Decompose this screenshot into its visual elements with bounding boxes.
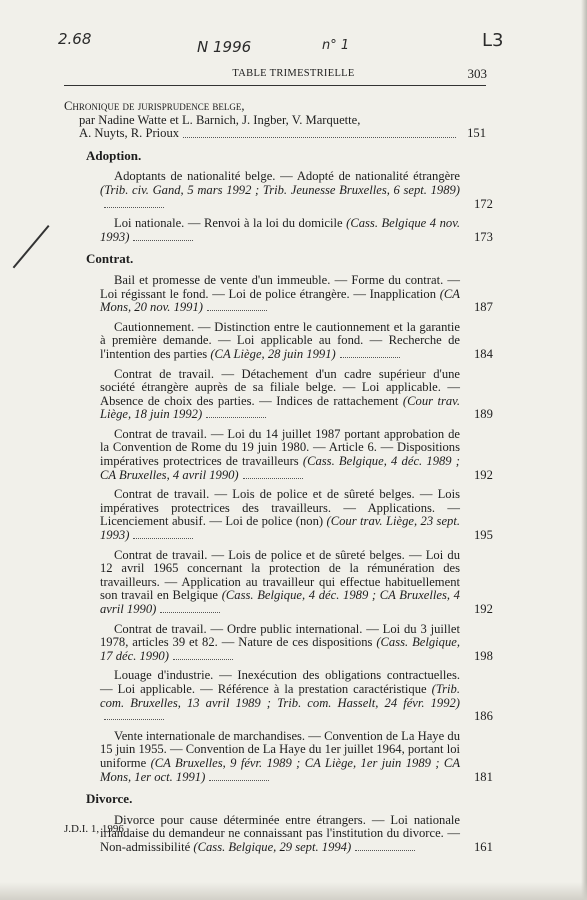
entry-text: Loi nationale. — Renvoi à la loi du domicile <box>114 216 347 231</box>
chronique-authors-line3: A. Nuyts, R. Prioux <box>79 126 180 141</box>
entry-text: Contrat de travail. — Ordre public international. — Loi du 3 juillet 1978, articles 39 et 82. — Nature de ces dispositions <box>100 621 460 650</box>
page-edge-shadow <box>581 0 587 900</box>
entry-text-wrap <box>100 217 460 244</box>
handwritten-note: L3 <box>482 30 504 51</box>
handwritten-note: N 1996 <box>197 38 252 56</box>
page-ref: 186 <box>474 709 493 724</box>
entry-text: Contrat de travail. — Lois de police et de sûreté belges. — Lois impératives protectrices des travailleurs. — Applications. — Licenciement abusif. — Loi de police (non) <box>100 487 460 529</box>
entry-text: Adoptants de nationalité belge. — Adopté de nationalité étrangère <box>114 169 460 184</box>
entry-body <box>100 728 493 784</box>
page-ref: 195 <box>474 528 493 543</box>
header-rule <box>64 85 486 86</box>
entry-text-wrap <box>100 669 460 723</box>
entry-citation: (Cass. Belgique, 29 sept. 1994) <box>193 839 352 854</box>
entry-body <box>100 621 493 664</box>
index-entry <box>100 319 493 362</box>
entry-body <box>100 487 493 543</box>
leader-dots <box>173 659 233 660</box>
entry-text-wrap <box>100 488 460 542</box>
entry-text: Bail et promesse de vente d'un immeuble. — Forme du contrat. — Loi régissant le fond. — Loi de police étrangère. — Inapplication <box>100 272 460 301</box>
index-entry <box>100 426 493 482</box>
leader-dots <box>243 478 303 479</box>
page-ref: 198 <box>474 648 493 663</box>
entry-text: Contrat de travail. — Détachement d'un cadre supérieur d'une société étrangère auprès de sa filiale belge. — Loi applicable. — Absence de choix des parties. — Indices de rattachement <box>100 366 460 408</box>
entry-body <box>100 169 493 211</box>
entry-text: Contrat de travail. — Lois de police et de sûreté belges. — Loi du 12 avril 1965 concernant la protection de la rémunération des travailleurs. — Application au travailleur qui effectue habituellement son travail en Belgique <box>100 547 460 603</box>
section-title: Divorce. <box>86 791 133 807</box>
entry-body <box>100 547 493 617</box>
chronique-entry <box>64 100 486 141</box>
leader-dots <box>207 310 267 311</box>
entry-text-wrap <box>100 730 460 784</box>
footer: J.D.I. 1, 1996 <box>64 823 124 835</box>
entry-body <box>100 668 493 724</box>
chronique-title: Chronique de jurisprudence belge, <box>64 99 245 113</box>
chronique-authors: par Nadine Watte et L. Barnich, J. Ingber, V. Marquette, <box>79 112 361 127</box>
entry-text: Contrat de travail. — Loi du 14 juillet 1987 portant approbation de la Convention de Rome du 19 juin 1980. — Article 6. — Dispositions impératives protectrices de travailleurs <box>100 426 460 469</box>
index-entry <box>100 169 493 211</box>
sections <box>64 147 493 855</box>
index-entry <box>100 272 493 315</box>
entry-body <box>100 812 493 855</box>
page-ref: 189 <box>474 407 493 422</box>
leader-dots <box>160 612 220 613</box>
index-entry <box>100 812 493 855</box>
entry-citation: (Cass. Belgique, 4 déc. 1989 ; CA Bruxelles, 4 avril 1990) <box>100 454 460 482</box>
entry-text-wrap <box>100 623 460 664</box>
index-entry <box>100 728 493 784</box>
page-number: 303 <box>467 66 487 81</box>
leader-dots <box>104 207 164 208</box>
entry-body <box>100 319 493 362</box>
page-ref: 173 <box>474 229 493 244</box>
entry-citation: (Cass. Belgique 4 nov. 1993) <box>100 216 460 244</box>
entry-body <box>100 216 493 244</box>
index-entry <box>100 366 493 422</box>
table-of-contents <box>64 99 493 861</box>
index-entry <box>100 216 493 244</box>
entry-citation: (CA Liège, 28 juin 1991) <box>210 346 336 361</box>
entry-citation: (Cour trav. Liège, 18 juin 1992) <box>100 393 460 422</box>
entry-citation: (CA Mons, 20 nov. 1991) <box>100 286 460 315</box>
entry-body <box>100 366 493 422</box>
entry-text-wrap <box>100 428 460 482</box>
handwritten-note: n° 1 <box>322 38 350 53</box>
entry-citation: (Trib. civ. Gand, 5 mars 1992 ; Trib. Jeunesse Bruxelles, 6 sept. 1989) <box>100 182 460 197</box>
pen-mark <box>13 225 50 268</box>
section-title: Adoption. <box>86 147 142 163</box>
entry-citation: (Trib. com. Bruxelles, 13 avril 1989 ; Trib. com. Hasselt, 24 févr. 1992) <box>100 681 460 710</box>
leader-dots <box>104 719 164 720</box>
page-bottom-shadow <box>0 882 587 900</box>
leader-dots <box>133 538 193 539</box>
page-ref: 161 <box>474 839 493 854</box>
index-entry <box>100 621 493 664</box>
leader-dots <box>209 780 269 781</box>
running-head: TABLE TRIMESTRIELLE <box>232 68 355 79</box>
entry-citation: (Cass. Belgique, 17 déc. 1990) <box>100 635 460 663</box>
page-ref: 184 <box>474 346 493 361</box>
entry-text: Cautionnement. — Distinction entre le cautionnement et la garantie à première demande. — Loi applicable au fond. — Recherche de l'intention des parties <box>100 319 460 361</box>
section-title: Contrat. <box>86 251 134 267</box>
entry-text-wrap <box>100 170 460 211</box>
entry-text: Vente internationale de marchandises. — Convention de La Haye du 15 juin 1955. — Convention de La Haye du 1er juillet 1964, portant loi uniforme <box>100 728 460 770</box>
leader-dots <box>340 357 400 358</box>
entry-citation: (CA Bruxelles, 9 févr. 1989 ; CA Liège, 1er juin 1989 ; CA Mons, 1er oct. 1991) <box>100 755 461 784</box>
entry-citation: (Cour trav. Liège, 23 sept. 1993) <box>100 514 460 543</box>
page-ref: 181 <box>474 769 493 784</box>
leader-dots <box>183 137 456 138</box>
page-ref: 172 <box>474 196 493 211</box>
entry-body <box>100 426 493 482</box>
entry-text-wrap <box>100 368 460 422</box>
index-entry <box>100 487 493 543</box>
page-ref: 187 <box>474 300 493 315</box>
entry-text-wrap <box>100 549 460 617</box>
index-entry <box>100 547 493 617</box>
entry-citation: (Cass. Belgique, 4 déc. 1989 ; CA Bruxelles, 4 avril 1990) <box>100 588 460 616</box>
leader-dots <box>206 417 266 418</box>
entry-text: Divorce pour cause déterminée entre étrangers. — Loi nationale irlandaise du demandeur ne connaissant pas l'institution du divorce. — Non-admissibilité <box>100 812 460 854</box>
leader-dots <box>133 240 193 241</box>
index-entry <box>100 668 493 724</box>
entry-body <box>100 272 493 315</box>
entry-text-wrap <box>100 814 460 855</box>
chronique-authors-last <box>64 127 486 141</box>
leader-dots <box>355 850 415 851</box>
page-ref: 192 <box>474 602 493 616</box>
entry-text-wrap <box>100 321 460 362</box>
entry-text-wrap <box>100 274 460 315</box>
page-ref: 151 <box>467 126 486 141</box>
handwritten-note: 2.68 <box>58 30 92 48</box>
page-ref: 192 <box>474 467 493 482</box>
entry-text: Louage d'industrie. — Inexécution des obligations contractuelles. — Loi applicable. — Référence à la prestation caractéristique <box>100 668 460 696</box>
